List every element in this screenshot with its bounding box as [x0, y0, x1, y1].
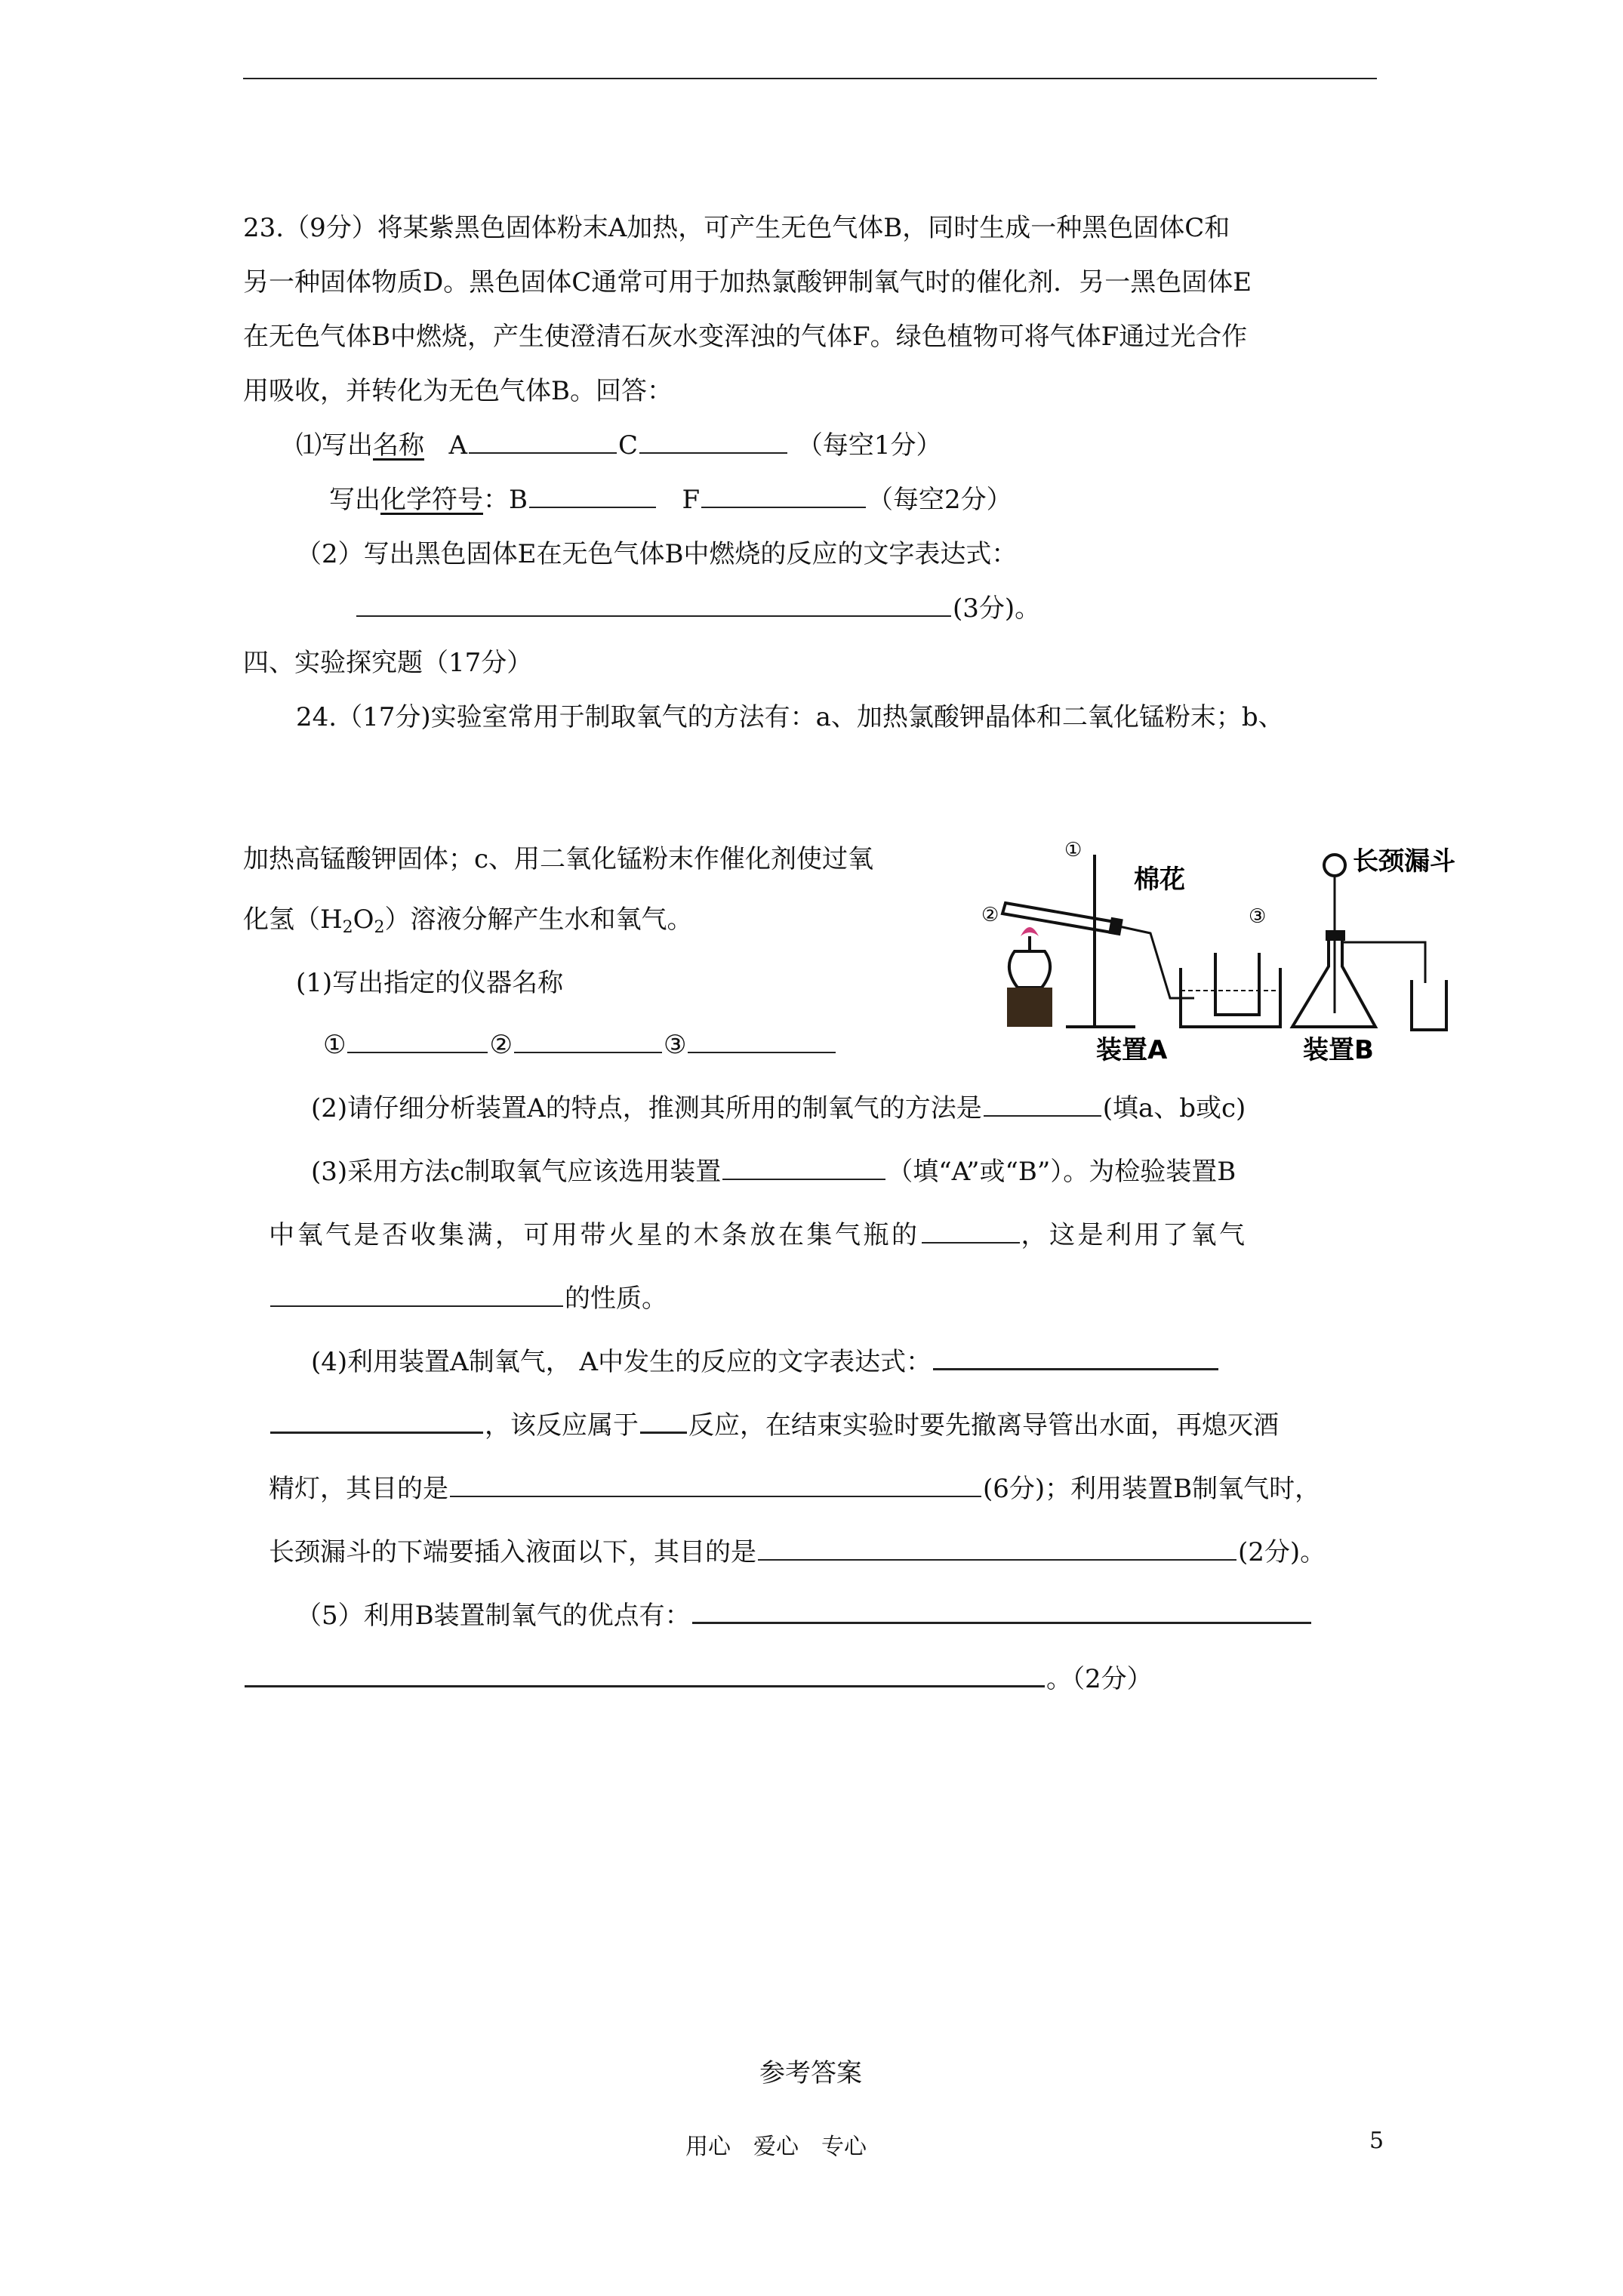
delivery-tube-b	[1342, 942, 1425, 983]
answers-heading: 参考答案	[759, 2058, 862, 2088]
section-heading: 四、实验探究题（17分）	[243, 648, 533, 678]
q24-sub5-line2: 。（2分）	[243, 1663, 1153, 1696]
footer-motto: 用心 爱心 专心	[685, 2134, 867, 2160]
test-tube	[1002, 903, 1119, 933]
q24-line2: 加热高锰酸钾固体；c、用二氧化锰粉末作催化剂使过氧	[243, 844, 874, 874]
q24-line3: 化氢$(H_2O_2)$溶液分解产生水和氧气。	[243, 905, 693, 937]
answer-blank-equation-a[interactable]	[933, 1347, 1218, 1370]
header-rule	[243, 78, 1377, 79]
answer-blank-f[interactable]	[701, 485, 866, 508]
answer-blank-a[interactable]	[469, 431, 617, 454]
answer-blank-equation-a-cont[interactable]	[270, 1410, 483, 1434]
answer-blank-purpose-b[interactable]	[758, 1538, 1236, 1561]
q23-part2-answer: (3分)。	[355, 592, 1040, 625]
collection-bottle-a	[1215, 953, 1259, 1015]
answer-blank-e-equation[interactable]	[356, 594, 951, 617]
q24-sub3-line3: 的性质。	[269, 1282, 667, 1315]
lamp-base-block	[1007, 988, 1052, 1027]
answer-blank-instrument-1[interactable]	[347, 1031, 488, 1053]
delivery-tube-a	[1116, 926, 1194, 998]
flame-icon	[1021, 927, 1039, 936]
q23-line3: 在无色气体B中燃烧，产生使澄清石灰水变浑浊的气体F。绿色植物可将气体F通过光合作	[243, 322, 1248, 352]
q24-sub4-line4: 长颈漏斗的下端要插入液面以下，其目的是 (2分)。	[269, 1537, 1326, 1567]
answer-blank-purpose-a[interactable]	[450, 1475, 981, 1497]
answer-blank-advantages[interactable]	[692, 1601, 1311, 1624]
q23-line1: 23.（9分）将某紫黑色固体粉末A加热，可产生无色气体B，同时生成一种黑色固体C和	[243, 213, 1230, 243]
q24-sub3: (3)采用方法c制取氧气应该选用装置 （填“A”或“B”）。为检验装置B	[311, 1157, 1236, 1187]
page-number: 5	[1369, 2128, 1384, 2154]
q24-sub5: （5）利用B装置制氧气的优点有：	[296, 1599, 1313, 1632]
q23-line4: 用吸收，并转化为无色气体B。回答：	[243, 376, 673, 406]
label-2: ②	[981, 904, 999, 926]
gas-bottle-b	[1412, 980, 1446, 1030]
water-trough	[1181, 968, 1280, 1027]
answer-blank-advantages-cont[interactable]	[245, 1664, 1045, 1687]
answer-blank-b[interactable]	[529, 485, 656, 508]
q24-sub4-line3: 精灯，其目的是 (6分)；利用装置B制氧气时，	[269, 1474, 1321, 1504]
q24-sub4: (4)利用装置A制氧气， A中发生的反应的文字表达式：	[311, 1345, 1220, 1379]
q24-sub2: (2)请仔细分析装置A的特点，推测其所用的制氧气的方法是 (填a、b或c)	[311, 1093, 1246, 1123]
q23-line2: 另一种固体物质D。黑色固体C通常可用于加热氯酸钾制氧气时的催化剂．另一黑色固体E	[243, 267, 1252, 297]
q24-sub4-line2: ，该反应属于 反应，在结束实验时要先撤离导管出水面，再熄灭酒	[269, 1409, 1279, 1442]
q23-part2: （2）写出黑色固体E在无色气体B中燃烧的反应的文字表达式：	[296, 539, 1018, 569]
answer-blank-apparatus[interactable]	[722, 1157, 885, 1180]
q23-part1-symbols: 写出化学符号：B F （每空2分）	[329, 485, 1012, 515]
label-apparatus-a: 装置A	[1096, 1035, 1168, 1063]
label-apparatus-b: 装置B	[1303, 1035, 1374, 1063]
funnel-bulb	[1324, 855, 1345, 876]
q24-sub1-blanks: ① ② ③	[323, 1028, 837, 1062]
q24-sub3-line2: 中氧气是否收集满，可用带火星的木条放在集气瓶的 ，这是利用了氧气	[269, 1220, 1248, 1250]
answer-blank-instrument-2[interactable]	[514, 1031, 662, 1053]
flask-stopper	[1326, 930, 1345, 941]
answer-blank-reaction-type[interactable]	[640, 1410, 687, 1434]
q24-sub1: (1)写出指定的仪器名称	[296, 968, 564, 998]
label-1: ①	[1064, 840, 1083, 861]
q24-line1: 24.（17分)实验室常用于制取氧气的方法有：a、加热氯酸钾晶体和二氧化锰粉末；b、	[296, 702, 1284, 732]
apparatus-diagram	[975, 840, 1458, 1063]
answer-blank-property[interactable]	[270, 1284, 563, 1307]
alcohol-lamp	[1009, 951, 1050, 988]
answer-blank-instrument-3[interactable]	[688, 1031, 836, 1053]
label-funnel: 长颈漏斗	[1353, 846, 1455, 877]
q23-part1: ⑴写出名称 A C （每空1分）	[296, 430, 942, 461]
answer-blank-bottle-position[interactable]	[922, 1221, 1020, 1244]
answer-blank-method[interactable]	[984, 1094, 1101, 1117]
label-3: ③	[1249, 905, 1267, 928]
answer-blank-c[interactable]	[639, 431, 787, 454]
label-cotton: 棉花	[1134, 864, 1185, 895]
